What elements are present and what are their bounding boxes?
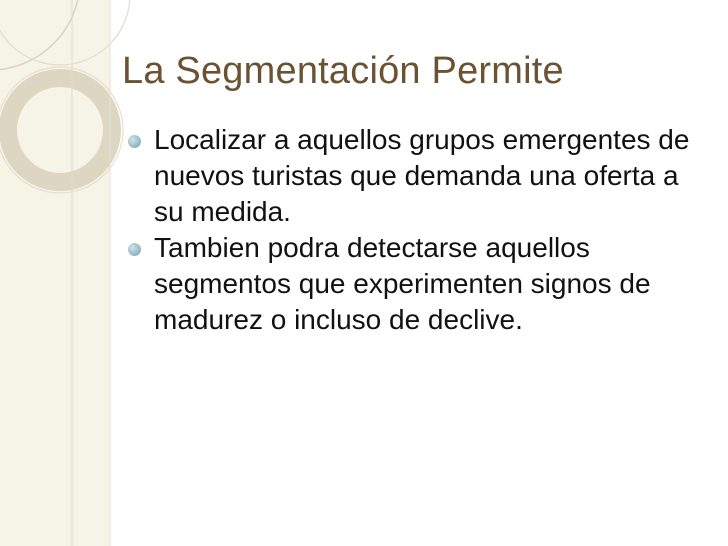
bullet-list xyxy=(126,122,706,338)
bullet-text: Localizar a aquellos grupos emergentes de nuevos turistas que demanda una oferta a su medida. xyxy=(154,124,690,227)
slide-title: La Segmentación Permite xyxy=(122,50,564,92)
bullet-item xyxy=(126,230,706,338)
decorative-side-band xyxy=(0,0,110,546)
bullet-text: Tambien podra detectarse aquellos segmentos que experimenten signos de madurez o incluso de declive. xyxy=(154,232,651,335)
bullet-dot-icon xyxy=(128,243,141,256)
bullet-item xyxy=(126,122,706,230)
bullet-dot-icon xyxy=(128,135,141,148)
